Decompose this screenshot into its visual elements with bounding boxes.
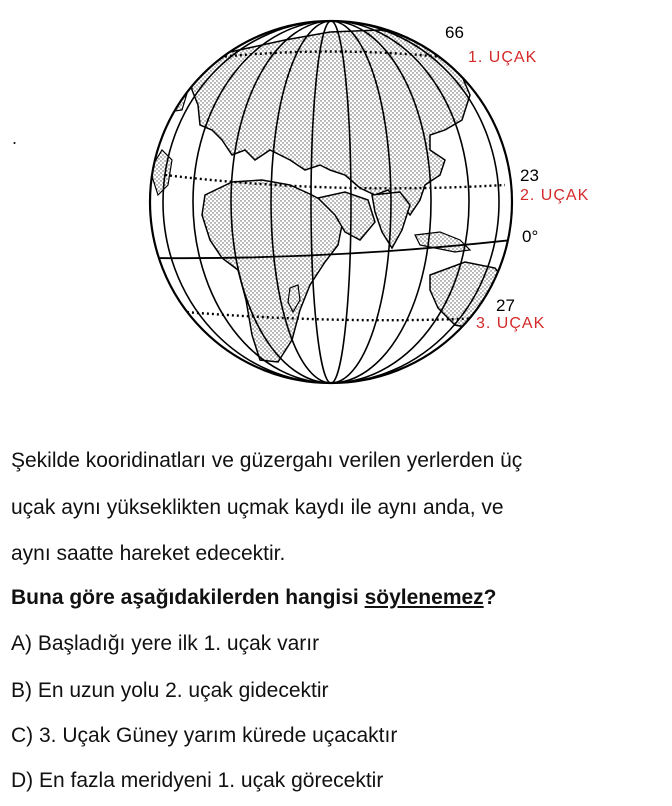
stem-before: Buna göre aşağıdakilerden hangisi [11, 586, 365, 609]
option-c[interactable] [11, 723, 397, 748]
paragraph-line-2: uçak aynı yükseklikten uçmak kaydı ile aynı anda, ve [11, 496, 504, 519]
option-b-text: En uzun yolu 2. uçak gidecektir [32, 679, 329, 702]
latitude-23-label: 23 [520, 166, 539, 185]
plane-2-label: 2. UÇAK [520, 187, 590, 204]
stem-after: ? [483, 586, 497, 609]
land-africa [202, 180, 342, 362]
latitude-66-label: 66 [445, 23, 464, 42]
option-b[interactable] [11, 678, 329, 703]
paragraph-line-3: aynı saatte hareket edecektir. [11, 542, 286, 565]
option-a[interactable] [11, 631, 319, 656]
question-stem [11, 585, 497, 610]
option-d-text: En fazla meridyeni 1. uçak görecektir [33, 769, 384, 792]
option-a-letter: A) [11, 632, 32, 655]
option-c-text: 3. Uçak Güney yarım kürede uçacaktır [33, 724, 398, 747]
latitude-27-label: 27 [496, 296, 515, 315]
plane-3-label: 3. UÇAK [476, 315, 546, 332]
option-b-letter: B) [11, 679, 32, 702]
plane-1-label: 1. UÇAK [468, 49, 538, 66]
option-a-text: Başladığı yere ilk 1. uçak varır [32, 632, 320, 655]
equator-label: 0° [522, 227, 539, 246]
paragraph-line-1: Şekilde kooridinatları ve güzergahı verilen yerlerden üç [11, 449, 523, 472]
stray-dot: . [12, 128, 18, 148]
stem-underlined: söylenemez [364, 586, 484, 609]
globe-figure [0, 0, 672, 400]
option-d[interactable] [11, 768, 383, 793]
option-d-letter: D) [11, 769, 34, 792]
option-c-letter: C) [11, 724, 34, 747]
